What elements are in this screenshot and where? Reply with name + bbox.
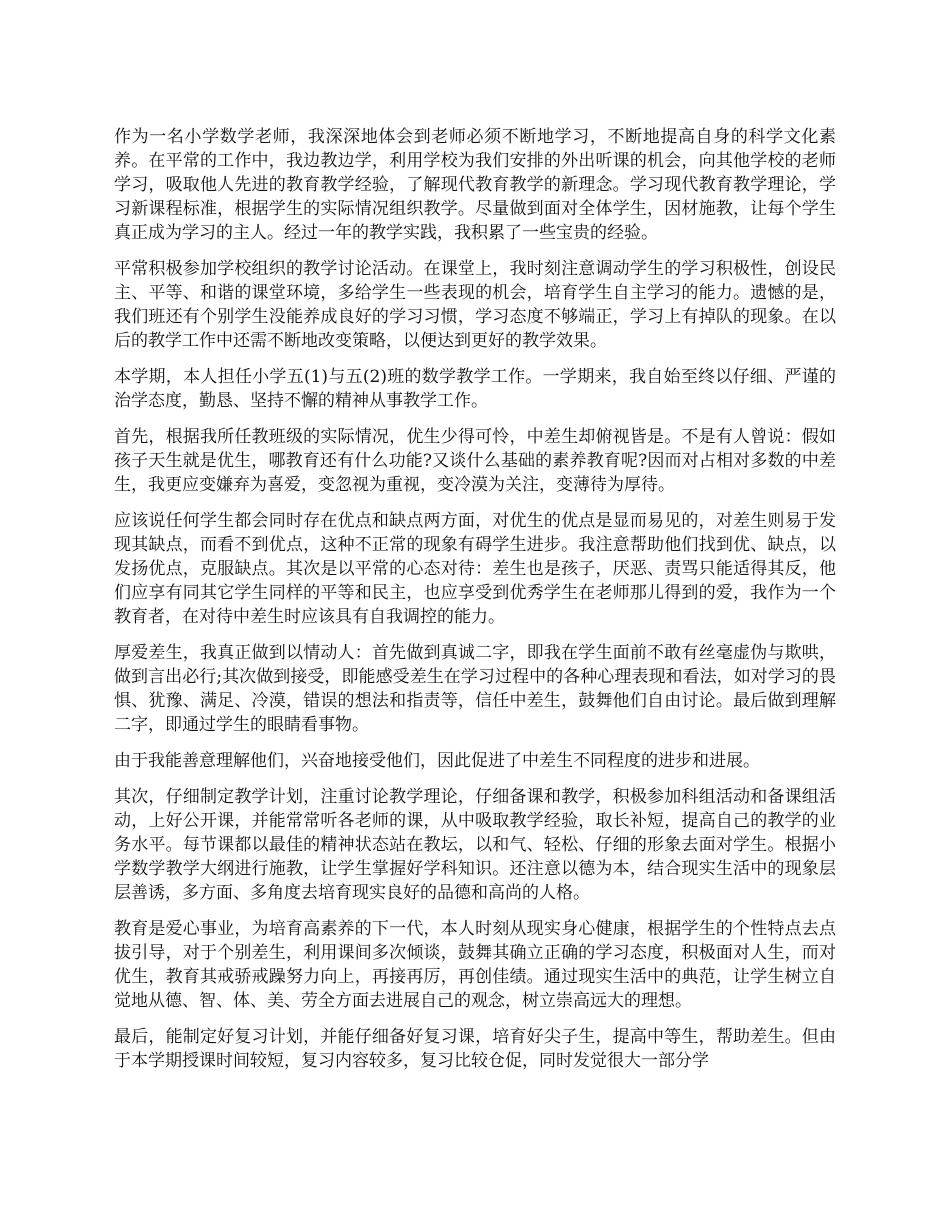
- paragraph-5: 应该说任何学生都会同时存在优点和缺点两方面，对优生的优点是显而易见的，对差生则易于发现其缺点，而看不到优点，这种不正常的现象有碍学生进步。我注意帮助他们找到优、缺点，以发扬优点，克服缺点。其次是以平常的心态对待：差生也是孩子，厌恶、责骂只能适得其反，他们应享有同其它学生同样的平等和民主，也应享受到优秀学生在老师那儿得到的爱，我作为一个教育者，在对待中差生时应该具有自我调控的能力。: [114, 511, 836, 627]
- paragraph-1: 作为一名小学数学老师，我深深地体会到老师必须不断地学习，不断地提高自身的科学文化素养。在平常的工作中，我边教边学，利用学校为我们安排的外出听课的机会，向其他学校的老师学习，吸取他人先进的教育教学经验，了解现代教育教学的新理念。学习现代教育教学理论，学习新课程标准，根据学生的实际情况组织教学。尽量做到面对全体学生，因材施教，让每个学生真正成为学习的主人。经过一年的教学实践，我积累了一些宝贵的经验。: [114, 127, 836, 243]
- paragraph-9: 教育是爱心事业，为培育高素养的下一代，本人时刻从现实身心健康，根据学生的个性特点去点拔引导，对于个别差生，利用课间多次倾谈，鼓舞其确立正确的学习态度，积极面对人生，而对优生，教育其戒骄戒躁努力向上，再接再厉，再创佳绩。通过现实生活中的典范，让学生树立自觉地从德、智、体、美、劳全方面去进展自己的观念，树立崇高远大的理想。: [114, 919, 836, 1011]
- paragraph-3: 本学期，本人担任小学五(1)与五(2)班的数学教学工作。一学期来，我自始至终以仔细、严谨的治学态度，勤恳、坚持不懈的精神从事教学工作。: [114, 367, 836, 411]
- paragraph-10: 最后，能制定好复习计划，并能仔细备好复习课，培育好尖子生，提高中等生，帮助差生。但由于本学期授课时间较短，复习内容较多，复习比较仓促，同时发觉很大一部分学: [114, 1027, 836, 1071]
- document-page: [114, 125, 836, 1085]
- paragraph-2: 平常积极参加学校组织的教学讨论活动。在课堂上，我时刻注意调动学生的学习积极性，创设民主、平等、和谐的课堂环境，多给学生一些表现的机会，培育学生自主学习的能力。遗憾的是，我们班还有个别学生没能养成良好的学习习惯，学习态度不够端正，学习上有掉队的现象。在以后的教学工作中还需不断地改变策略，以便达到更好的教学效果。: [114, 259, 836, 351]
- paragraph-4: 首先，根据我所任教班级的实际情况，优生少得可怜，中差生却俯视皆是。不是有人曾说：假如孩子天生就是优生，哪教育还有什么功能?又谈什么基础的素养教育呢?因而对占相对多数的中差生，我更应变嫌弃为喜爱，变忽视为重视，变冷漠为关注，变薄待为厚待。: [114, 427, 836, 495]
- paragraph-7: 由于我能善意理解他们，兴奋地接受他们，因此促进了中差生不同程度的进步和进展。: [114, 751, 760, 771]
- paragraph-8: 其次，仔细制定教学计划，注重讨论教学理论，仔细备课和教学，积极参加科组活动和备课组活动，上好公开课，并能常常听各老师的课，从中吸取教学经验，取长补短，提高自己的教学的业务水平。每节课都以最佳的精神状态站在教坛，以和气、轻松、仔细的形象去面对学生。根据小学数学教学大纲进行施教，让学生掌握好学科知识。还注意以德为本，结合现实生活中的现象层层善诱，多方面、多角度去培育现实良好的品德和高尚的人格。: [114, 787, 836, 903]
- paragraph-6: 厚爱差生，我真正做到以情动人：首先做到真诚二字，即我在学生面前不敢有丝毫虚伪与欺哄，做到言出必行;其次做到接受，即能感受差生在学习过程中的各种心理表现和看法，如对学习的畏惧、犹豫、满足、冷漠，错误的想法和指责等，信任中差生，鼓舞他们自由讨论。最后做到理解二字，即通过学生的眼睛看事物。: [114, 643, 836, 735]
